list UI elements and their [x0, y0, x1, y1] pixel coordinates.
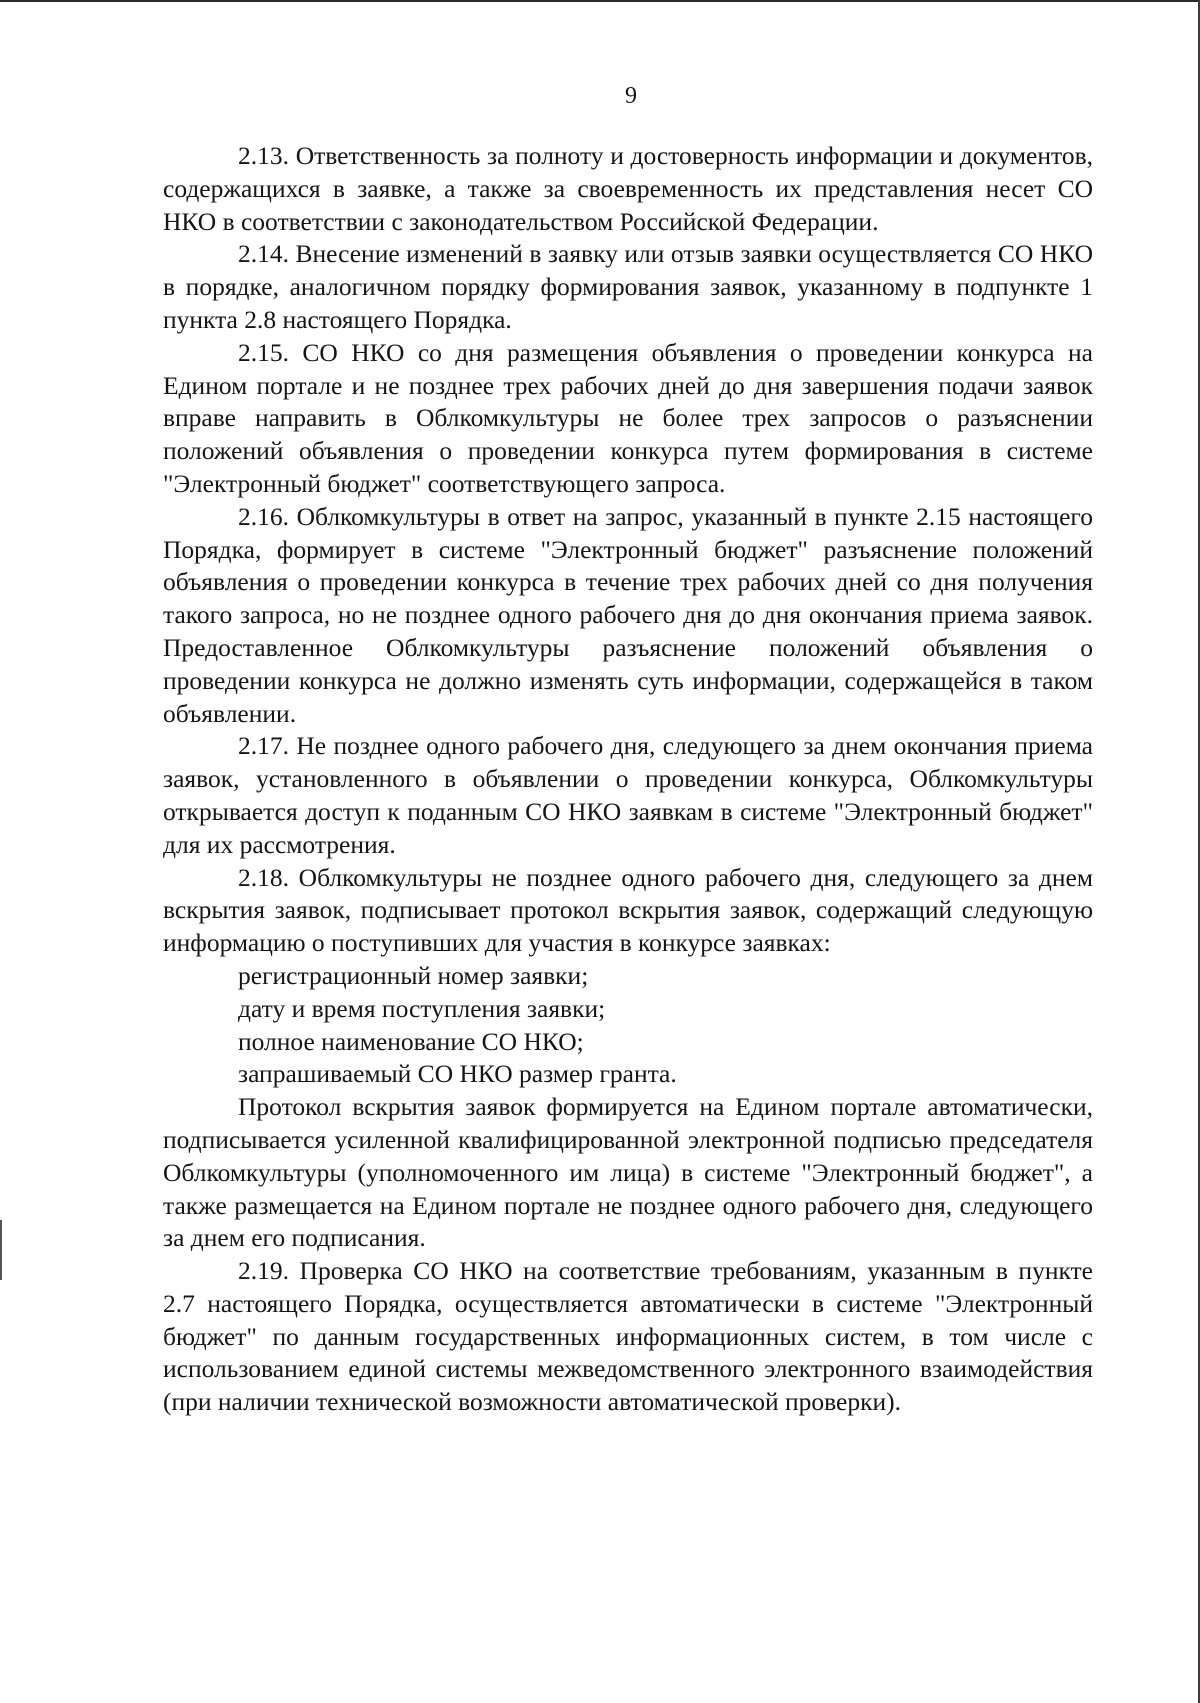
document-body: [163, 140, 1093, 1419]
paragraph-2-13: 2.13. Ответственность за полноту и достоверность информации и документов, содержащихся в заявке, а также за своевременность их представления несет СО НКО в соответствии с законодательством Российской Федерации.: [163, 141, 1093, 236]
scan-edge-top: [0, 0, 1200, 2]
paragraph-2-14: 2.14. Внесение изменений в заявку или отзыв заявки осуществляется СО НКО в порядке, аналогичном порядку формирования заявок, указанному в подпункте 1 пункта 2.8 настоящего Порядка.: [163, 239, 1093, 334]
page-number: 9: [625, 83, 637, 109]
paragraph-2-18: 2.18. Облкомкультуры не позднее одного рабочего дня, следующего за днем вскрытия заявок, подписывает протокол вскрытия заявок, содержащий следующую информацию о поступивших для участия в конкурсе заявках:: [163, 862, 1093, 958]
list-item-registration-number: регистрационный номер заявки;: [238, 960, 589, 990]
list-item-full-name: полное наименование СО НКО;: [238, 1026, 584, 1056]
paragraph-2-19: 2.19. Проверка СО НКО на соответствие требованиям, указанным в пункте 2.7 настоящего Порядка, осуществляется автоматически в системе "Электронный бюджет" по данным государственных информационных систем, в том числе с использованием единой системы межведомственного электронного взаимодействия (при наличии технической возможности автоматической проверки).: [163, 1256, 1093, 1417]
paragraph-2-15: 2.15. СО НКО со дня размещения объявления о проведении конкурса на Едином портале и не позднее трех рабочих дней до дня завершения подачи заявок вправе направить в Облкомкультуры не более трех запросов о разъяснении положений объявления о проведении конкурса путем формирования в системе "Электронный бюджет" соответствующего запроса.: [163, 337, 1093, 498]
list-item-grant-size: запрашиваемый СО НКО размер гранта.: [238, 1059, 677, 1089]
paragraph-protocol: Протокол вскрытия заявок формируется на Едином портале автоматически, подписывается усиленной квалифицированной электронной подписью председателя Облкомкультуры (уполномоченного им лица) в системе "Электронный бюджет", а также размещается на Едином портале не позднее одного рабочего дня, следующего за днем его подписания.: [163, 1092, 1093, 1253]
list-item-date-time: дату и время поступления заявки;: [238, 993, 606, 1023]
paragraph-2-17: 2.17. Не позднее одного рабочего дня, следующего за днем окончания приема заявок, установленного в объявлении о проведении конкурса, Облкомкультуры открывается доступ к поданным СО НКО заявкам в системе "Электронный бюджет" для их рассмотрения.: [163, 731, 1093, 859]
paragraph-2-16: 2.16. Облкомкультуры в ответ на запрос, указанный в пункте 2.15 настоящего Порядка, формирует в системе "Электронный бюджет" разъяснение положений объявления о проведении конкурса в течение трех рабочих дней со дня получения такого запроса, но не позднее одного рабочего дня до дня окончания приема заявок. Предоставленное Облкомкультуры разъяснение положений объявления о проведении конкурса не должно изменять суть информации, содержащейся в таком объявлении.: [163, 501, 1093, 728]
scan-edge-left: [0, 1220, 2, 1280]
